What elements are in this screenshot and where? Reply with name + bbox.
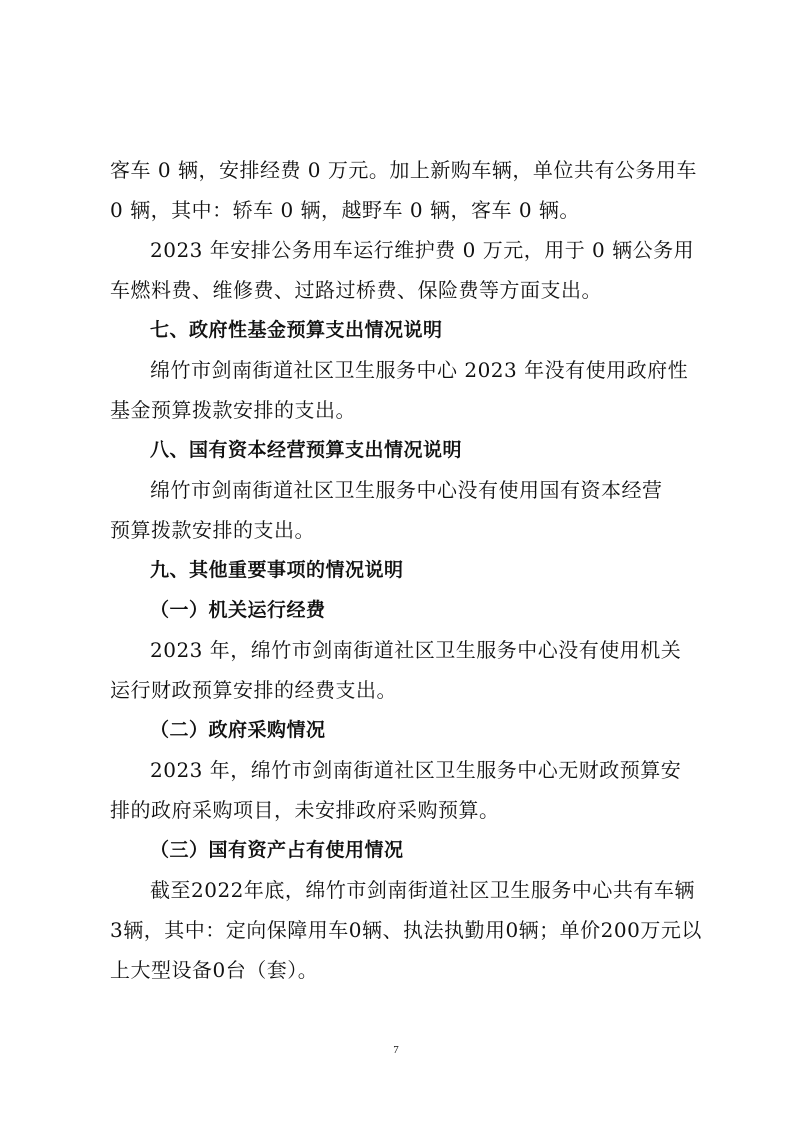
- paragraph-line: 客车 0 辆，安排经费 0 万元。加上新购车辆，单位共有公务用车: [110, 158, 697, 182]
- paragraph-line: 2023 年，绵竹市剑南街道社区卫生服务中心没有使用机关: [150, 638, 682, 662]
- paragraph-line: 基金预算拨款安排的支出。: [110, 398, 356, 422]
- subsection-heading: （一）机关运行经费: [150, 599, 326, 621]
- paragraph-line: 2023 年，绵竹市剑南街道社区卫生服务中心无财政预算安: [150, 758, 682, 782]
- section-heading: 七、政府性基金预算支出情况说明: [150, 319, 443, 341]
- paragraph-line: 运行财政预算安排的经费支出。: [110, 678, 397, 702]
- section-heading: 九、其他重要事项的情况说明: [150, 559, 404, 581]
- section-heading: 八、国有资本经营预算支出情况说明: [150, 439, 463, 461]
- paragraph-line: 绵竹市剑南街道社区卫生服务中心 2023 年没有使用政府性: [150, 358, 689, 382]
- subsection-heading: （三）国有资产占有使用情况: [150, 839, 404, 861]
- paragraph-line: 车燃料费、维修费、过路过桥费、保险费等方面支出。: [110, 278, 602, 302]
- paragraph-line: 截至2022年底，绵竹市剑南街道社区卫生服务中心共有车辆: [150, 878, 695, 902]
- paragraph-line: 0 辆，其中：轿车 0 辆，越野车 0 辆，客车 0 辆。: [110, 198, 580, 222]
- paragraph-line: 预算拨款安排的支出。: [110, 518, 315, 542]
- paragraph-line: 2023 年安排公务用车运行维护费 0 万元，用于 0 辆公务用: [150, 238, 695, 262]
- paragraph-line: 排的政府采购项目，未安排政府采购预算。: [110, 798, 500, 822]
- page-number: 7: [393, 1044, 399, 1056]
- subsection-heading: （二）政府采购情况: [150, 719, 326, 741]
- paragraph-line: 绵竹市剑南街道社区卫生服务中心没有使用国有资本经营: [150, 478, 663, 502]
- paragraph-line: 上大型设备0台（套）。: [110, 958, 319, 982]
- paragraph-line: 3辆，其中：定向保障用车0辆、执法执勤用0辆；单价200万元以: [110, 918, 702, 942]
